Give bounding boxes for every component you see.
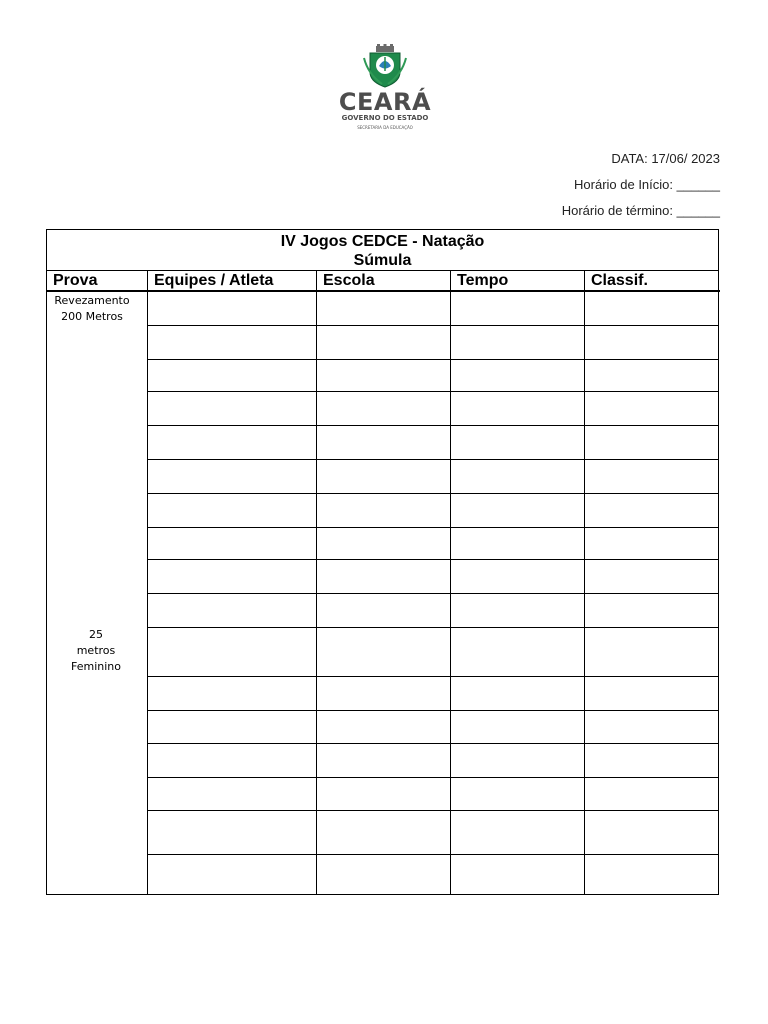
event-label-line: 200 Metros [61, 310, 123, 323]
row-separator [148, 559, 718, 560]
header-escola: Escola [317, 271, 451, 292]
row-separator [148, 359, 718, 360]
header-classif: Classif. [585, 271, 720, 292]
column-divider [584, 271, 585, 894]
row-separator [148, 676, 718, 677]
row-separator [148, 854, 718, 855]
logo-name: CEARÁ [338, 88, 432, 116]
row-separator [148, 593, 718, 594]
row-separator [148, 459, 718, 460]
score-sheet-table [46, 229, 719, 895]
event-25m-female [49, 627, 143, 675]
ceara-coat-of-arms-icon [362, 44, 408, 88]
event-relay-200m [49, 293, 135, 325]
event-label-line: Revezamento [54, 294, 130, 307]
header-equipes: Equipes / Atleta [148, 271, 317, 292]
row-separator [148, 810, 718, 811]
logo-block [330, 44, 440, 134]
row-separator [148, 710, 718, 711]
column-divider [147, 271, 148, 894]
logo-department: SECRETARIA DA EDUCAÇÃO [357, 125, 413, 130]
row-separator [148, 527, 718, 528]
sheet-title: IV Jogos CEDCE - Natação [280, 233, 485, 250]
start-time-line: Horário de Início: ______ [574, 177, 720, 192]
row-separator [148, 627, 718, 628]
row-separator [148, 493, 718, 494]
row-separator [148, 777, 718, 778]
date-line: DATA: 17/06/ 2023 [611, 151, 720, 166]
column-divider [316, 271, 317, 894]
end-time-line: Horário de término: ______ [561, 203, 720, 218]
header-tempo: Tempo [451, 271, 585, 292]
event-label-line: 25 [89, 628, 103, 641]
event-label-line: metros [76, 644, 116, 657]
sheet-title-box [47, 230, 718, 271]
logo-subtitle: GOVERNO DO ESTADO [341, 114, 429, 122]
event-label-line: Feminino [71, 660, 121, 673]
header-prova: Prova [47, 271, 148, 292]
sheet-subtitle: Súmula [353, 252, 412, 269]
row-separator [148, 325, 718, 326]
row-separator [148, 425, 718, 426]
row-separator [148, 743, 718, 744]
row-separator [148, 391, 718, 392]
column-divider [450, 271, 451, 894]
